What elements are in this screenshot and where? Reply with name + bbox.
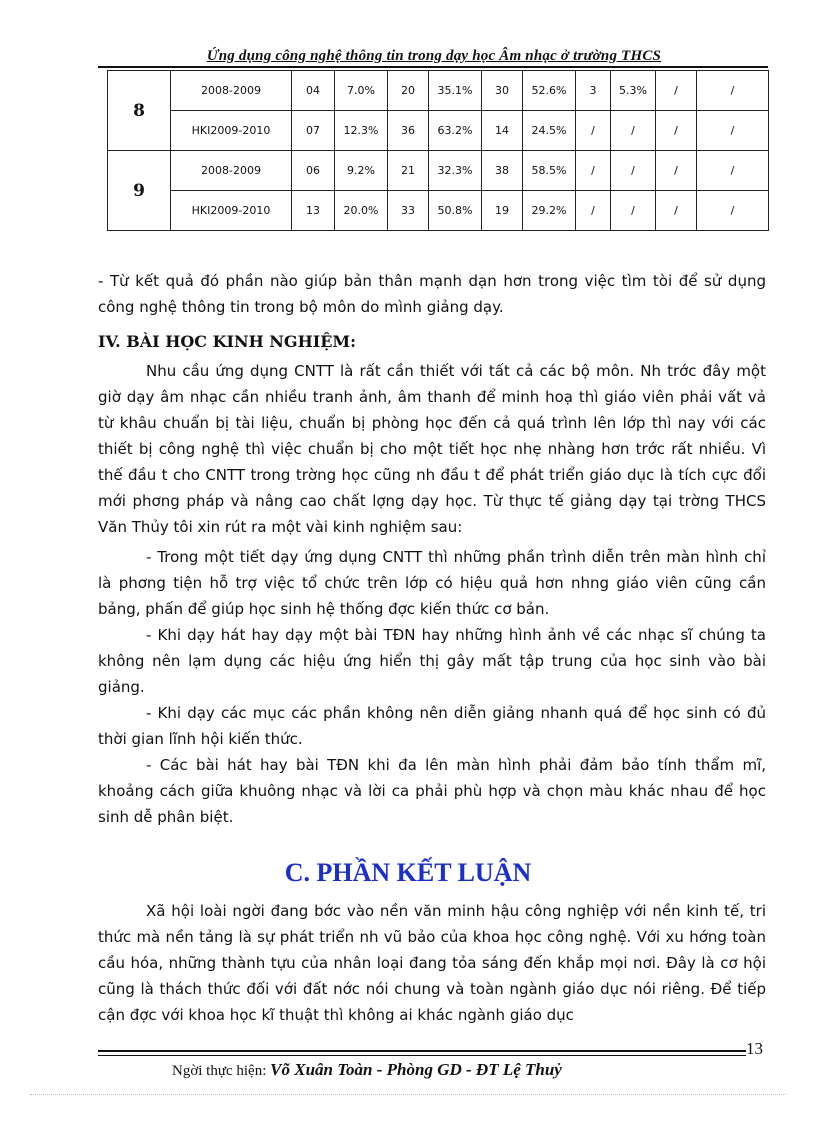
footer-rule [98, 1050, 746, 1052]
list-item: - Khi dạy hát hay dạy một bài TĐN hay những hình ảnh về các nhạc sĩ chúng ta không nên lạm dụng các hiệu ứng hiển thị gây mất tập trung của học sinh vào bài giảng. [98, 626, 766, 696]
table-cell: / [697, 71, 769, 111]
table-cell: 35.1% [429, 71, 482, 111]
table-cell: 20 [388, 71, 429, 111]
table-cell: / [576, 111, 611, 151]
table-cell: / [697, 151, 769, 191]
grade-cell: 9 [108, 151, 171, 231]
table-cell: 9.2% [335, 151, 388, 191]
experience-list [98, 544, 766, 830]
table-cell: / [697, 191, 769, 231]
table-cell: 14 [482, 111, 523, 151]
table-cell: / [611, 111, 656, 151]
table-cell: 06 [292, 151, 335, 191]
experience-paragraph [98, 358, 766, 540]
footer [172, 1060, 562, 1080]
results-paragraph [98, 268, 766, 320]
table-cell: / [656, 151, 697, 191]
table-cell: 3 [576, 71, 611, 111]
table-row [108, 111, 769, 151]
table-cell: 2008-2009 [171, 71, 292, 111]
table-cell: 36 [388, 111, 429, 151]
table-cell: 32.3% [429, 151, 482, 191]
page-bottom-divider [30, 1094, 786, 1095]
table-cell: / [576, 191, 611, 231]
page-header-title: Ứng dụng công nghệ thông tin trong dạy học Âm nhạc ở trường THCS [206, 48, 662, 64]
table-cell: / [611, 191, 656, 231]
table-cell: / [576, 151, 611, 191]
footer-author: Võ Xuân Toàn - Phòng GD - ĐT Lệ Thuỷ [270, 1060, 562, 1079]
footer-rule-thin [98, 1055, 746, 1056]
table-cell: 7.0% [335, 71, 388, 111]
conclusion-paragraph [98, 898, 766, 1028]
table-cell: 12.3% [335, 111, 388, 151]
table-cell: / [697, 111, 769, 151]
table-cell: 30 [482, 71, 523, 111]
table-cell: / [656, 191, 697, 231]
table-row [108, 71, 769, 111]
table-cell: 19 [482, 191, 523, 231]
section-title: C. PHẦN KẾT LUẬN [284, 858, 532, 887]
table-cell: 58.5% [523, 151, 576, 191]
page-number: 13 [746, 1039, 763, 1058]
table-row [108, 191, 769, 231]
table-cell: 52.6% [523, 71, 576, 111]
table-cell: 63.2% [429, 111, 482, 151]
section-heading: IV. BÀI HỌC KINH NGHIỆM: [98, 332, 356, 351]
table-cell: 5.3% [611, 71, 656, 111]
header-rule [98, 66, 768, 68]
grades-table [107, 70, 769, 231]
table-cell: 50.8% [429, 191, 482, 231]
table-cell: HKI2009-2010 [171, 111, 292, 151]
table-cell: / [656, 111, 697, 151]
table-cell: / [611, 151, 656, 191]
table-cell: 13 [292, 191, 335, 231]
footer-label: Ngời thực hiện: [172, 1063, 267, 1079]
table-cell: 29.2% [523, 191, 576, 231]
table-cell: 04 [292, 71, 335, 111]
table-row [108, 151, 769, 191]
table-cell: / [656, 71, 697, 111]
table-cell: 2008-2009 [171, 151, 292, 191]
table-cell: 38 [482, 151, 523, 191]
table-cell: 24.5% [523, 111, 576, 151]
experience-text: Nhu cầu ứng dụng CNTT là rất cần thiết với tất cả các bộ môn. Nh trớc đây một giờ dạy âm nhạc cần nhiều tranh ảnh, âm thanh để minh hoạ thì giáo viên phải vất vả từ khâu chuẩn bị tài liệu, chuẩn bị phòng học đến cả quá trình lên lớp thì nay với các thiết bị công nghệ thì việc chuẩn bị cho một tiết học nhẹ nhàng hơn trớc rất nhiều. Vì thế đầu t cho CNTT trong trờng học cũng nh đầu t để phát triển giáo dục là tích cực đổi mới phơng pháp và nâng cao chất lợng dạy học. Từ thực tế giảng dạy tại trờng THCS Văn Thủy tôi xin rút ra một vài kinh nghiệm sau: [98, 362, 766, 536]
table-cell: HKI2009-2010 [171, 191, 292, 231]
results-text: - Từ kết quả đó phần nào giúp bản thân mạnh dạn hơn trong việc tìm tòi để sử dụng công nghệ thông tin trong bộ môn do mình giảng dạy. [98, 272, 766, 316]
table-cell: 07 [292, 111, 335, 151]
conclusion-text: Xã hội loài ngời đang bớc vào nền văn minh hậu công nghiệp với nền kinh tế, tri thức mà nền tảng là sự phát triển nh vũ bảo của khoa học công nghệ. Với xu hớng toàn cầu hóa, những thành tựu của nhân loại đang tỏa sáng đến khắp mọi nơi. Đây là cơ hội cũng là thách thức đối với đất nớc nói chung và toàn ngành giáo dục nói riêng. Để tiếp cận đợc với khoa học kĩ thuật thì không ai khác ngành giáo dục [98, 902, 766, 1024]
table-cell: 21 [388, 151, 429, 191]
grade-cell: 8 [108, 71, 171, 151]
list-item: - Trong một tiết dạy ứng dụng CNTT thì những phần trình diễn trên màn hình chỉ là phơng tiện hỗ trợ việc tổ chức trên lớp có hiệu quả hơn nhng giáo viên cũng cần bảng, phấn để giúp học sinh hệ thống đợc kiến thức cơ bản. [98, 548, 766, 618]
table-cell: 33 [388, 191, 429, 231]
list-item: - Các bài hát hay bài TĐN khi đa lên màn hình phải đảm bảo tính thẩm mĩ, khoảng cách giữa khuông nhạc và lời ca phải phù hợp và chọn màu khác nhau để học sinh dễ phân biệt. [98, 756, 766, 826]
list-item: - Khi dạy các mục các phần không nên diễn giảng nhanh quá để học sinh có đủ thời gian lĩnh hội kiến thức. [98, 704, 766, 748]
table-cell: 20.0% [335, 191, 388, 231]
